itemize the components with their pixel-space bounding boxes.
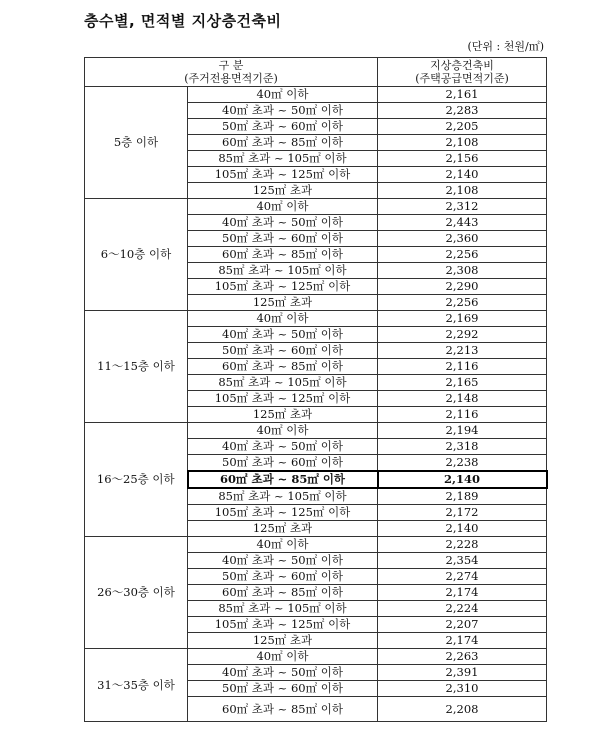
area-range-cell: 85㎡ 초과 ~ 105㎡ 이하 — [188, 263, 378, 279]
cost-value-cell: 2,274 — [378, 569, 547, 585]
area-range-cell: 50㎡ 초과 ~ 60㎡ 이하 — [188, 343, 378, 359]
area-range-cell: 40㎡ 이하 — [188, 199, 378, 215]
cost-header-label: 지상층건축비 — [430, 59, 494, 72]
cost-value-cell: 2,174 — [378, 585, 547, 601]
area-range-cell: 60㎡ 초과 ~ 85㎡ 이하 — [188, 247, 378, 263]
floor-range-cell: 6～10층 이하 — [85, 199, 188, 311]
cost-value-cell: 2,161 — [378, 87, 547, 103]
cost-value-cell: 2,318 — [378, 439, 547, 455]
cost-value-cell: 2,189 — [378, 488, 547, 505]
cost-value-cell: 2,169 — [378, 311, 547, 327]
area-range-cell: 60㎡ 초과 ~ 85㎡ 이하 — [188, 359, 378, 375]
area-range-cell: 40㎡ 이하 — [188, 423, 378, 439]
cost-value-cell: 2,140 — [378, 167, 547, 183]
cost-value-cell: 2,116 — [378, 407, 547, 423]
floor-range-cell: 26～30층 이하 — [85, 537, 188, 649]
category-header — [85, 58, 378, 87]
area-range-cell: 105㎡ 초과 ~ 125㎡ 이하 — [188, 505, 378, 521]
area-range-cell: 50㎡ 초과 ~ 60㎡ 이하 — [188, 231, 378, 247]
cost-value-cell: 2,207 — [378, 617, 547, 633]
unit-note: (단위 : 천원/㎡) — [467, 40, 544, 53]
cost-value-cell: 2,312 — [378, 199, 547, 215]
table-row — [85, 311, 547, 327]
cost-value-cell: 2,148 — [378, 391, 547, 407]
cost-value-cell: 2,238 — [378, 455, 547, 472]
cost-value-cell: 2,194 — [378, 423, 547, 439]
cost-value-cell: 2,256 — [378, 295, 547, 311]
cost-value-cell: 2,224 — [378, 601, 547, 617]
cost-value-cell: 2,140 — [378, 471, 547, 488]
category-header-label: 구 분 — [218, 59, 244, 72]
cost-value-cell: 2,283 — [378, 103, 547, 119]
area-range-cell: 40㎡ 이하 — [188, 649, 378, 665]
area-range-cell: 40㎡ 초과 ~ 50㎡ 이하 — [188, 327, 378, 343]
area-range-cell: 105㎡ 초과 ~ 125㎡ 이하 — [188, 167, 378, 183]
cost-value-cell: 2,360 — [378, 231, 547, 247]
area-range-cell: 50㎡ 초과 ~ 60㎡ 이하 — [188, 681, 378, 697]
cost-value-cell: 2,228 — [378, 537, 547, 553]
area-range-cell: 60㎡ 초과 ~ 85㎡ 이하 — [188, 585, 378, 601]
area-range-cell: 85㎡ 초과 ~ 105㎡ 이하 — [188, 601, 378, 617]
area-range-cell: 40㎡ 초과 ~ 50㎡ 이하 — [188, 553, 378, 569]
area-range-cell: 50㎡ 초과 ~ 60㎡ 이하 — [188, 455, 378, 472]
table-body — [85, 87, 547, 722]
area-range-cell: 105㎡ 초과 ~ 125㎡ 이하 — [188, 279, 378, 295]
area-range-cell: 125㎡ 초과 — [188, 633, 378, 649]
area-range-cell: 40㎡ 이하 — [188, 87, 378, 103]
area-range-cell: 85㎡ 초과 ~ 105㎡ 이하 — [188, 488, 378, 505]
area-range-cell: 125㎡ 초과 — [188, 295, 378, 311]
table-row — [85, 649, 547, 665]
area-range-cell: 125㎡ 초과 — [188, 183, 378, 199]
area-range-cell: 105㎡ 초과 ~ 125㎡ 이하 — [188, 391, 378, 407]
cost-value-cell: 2,308 — [378, 263, 547, 279]
area-range-cell: 40㎡ 초과 ~ 50㎡ 이하 — [188, 439, 378, 455]
area-range-cell: 50㎡ 초과 ~ 60㎡ 이하 — [188, 569, 378, 585]
floor-range-cell: 11～15층 이하 — [85, 311, 188, 423]
area-range-cell: 60㎡ 초과 ~ 85㎡ 이하 — [188, 471, 378, 488]
table-row — [85, 423, 547, 439]
page-title: 층수별, 면적별 지상층건축비 — [84, 12, 282, 30]
cost-value-cell: 2,263 — [378, 649, 547, 665]
area-range-cell: 125㎡ 초과 — [188, 407, 378, 423]
table-header-row — [85, 58, 547, 87]
area-range-cell: 125㎡ 초과 — [188, 521, 378, 537]
cost-value-cell: 2,174 — [378, 633, 547, 649]
cost-value-cell: 2,292 — [378, 327, 547, 343]
area-range-cell: 60㎡ 초과 ~ 85㎡ 이하 — [188, 135, 378, 151]
area-range-cell: 50㎡ 초과 ~ 60㎡ 이하 — [188, 119, 378, 135]
cost-value-cell: 2,213 — [378, 343, 547, 359]
cost-value-cell: 2,354 — [378, 553, 547, 569]
cost-value-cell: 2,256 — [378, 247, 547, 263]
floor-range-cell: 5층 이하 — [85, 87, 188, 199]
area-range-cell: 40㎡ 초과 ~ 50㎡ 이하 — [188, 103, 378, 119]
area-range-cell: 60㎡ 초과 ~ 85㎡ 이하 — [188, 697, 378, 722]
cost-value-cell: 2,310 — [378, 681, 547, 697]
table-row — [85, 199, 547, 215]
floor-range-cell: 31～35층 이하 — [85, 649, 188, 722]
cost-value-cell: 2,156 — [378, 151, 547, 167]
cost-value-cell: 2,205 — [378, 119, 547, 135]
cost-value-cell: 2,108 — [378, 135, 547, 151]
cost-value-cell: 2,116 — [378, 359, 547, 375]
floor-range-cell: 16～25층 이하 — [85, 423, 188, 537]
cost-header-basis: (주택공급면적기준) — [415, 72, 509, 85]
table-row — [85, 537, 547, 553]
cost-value-cell: 2,108 — [378, 183, 547, 199]
area-range-cell: 40㎡ 이하 — [188, 311, 378, 327]
construction-cost-table — [84, 57, 548, 722]
cost-value-cell: 2,172 — [378, 505, 547, 521]
cost-value-cell: 2,391 — [378, 665, 547, 681]
cost-header — [378, 58, 547, 87]
cost-value-cell: 2,290 — [378, 279, 547, 295]
area-range-cell: 40㎡ 초과 ~ 50㎡ 이하 — [188, 215, 378, 231]
area-range-cell: 105㎡ 초과 ~ 125㎡ 이하 — [188, 617, 378, 633]
area-range-cell: 85㎡ 초과 ~ 105㎡ 이하 — [188, 151, 378, 167]
cost-value-cell: 2,443 — [378, 215, 547, 231]
cost-value-cell: 2,165 — [378, 375, 547, 391]
cost-value-cell: 2,140 — [378, 521, 547, 537]
area-range-cell: 85㎡ 초과 ~ 105㎡ 이하 — [188, 375, 378, 391]
area-range-cell: 40㎡ 초과 ~ 50㎡ 이하 — [188, 665, 378, 681]
category-header-basis: (주거전용면적기준) — [184, 72, 278, 85]
table-row — [85, 87, 547, 103]
cost-value-cell: 2,208 — [378, 697, 547, 722]
area-range-cell: 40㎡ 이하 — [188, 537, 378, 553]
